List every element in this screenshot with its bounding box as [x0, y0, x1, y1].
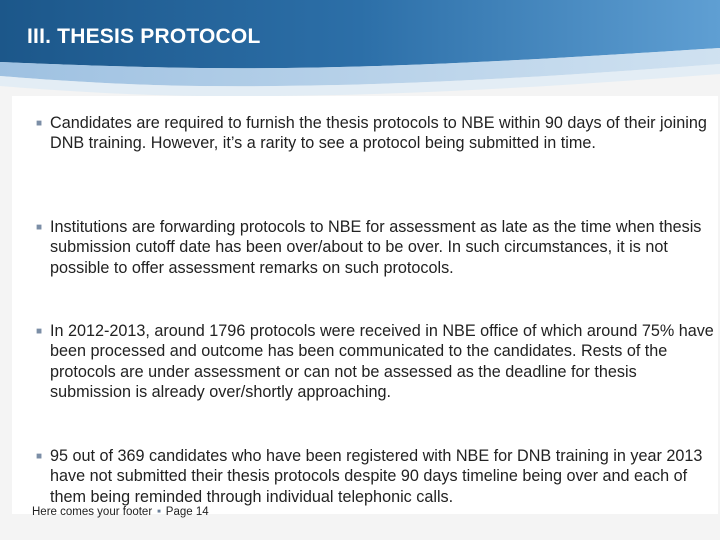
bullet-text: Institutions are forwarding protocols to NBE for assessment as late as the time when thesis submission cutoff date has been over/about to be over. In such circumstances, it is not possible to offer assessment remarks on such protocols.	[50, 218, 702, 277]
bullet-item	[36, 446, 716, 507]
bullet-square-icon: ■	[36, 118, 43, 129]
header-band	[0, 0, 720, 110]
bullet-item	[36, 321, 716, 402]
bullet-item	[36, 217, 716, 278]
footer-text: Here comes your footer	[32, 506, 153, 518]
header-wave-graphic	[0, 0, 720, 110]
slide-title: III. THESIS PROTOCOL	[27, 25, 261, 48]
bullet-square-icon: ■	[36, 451, 43, 462]
footer	[32, 506, 209, 518]
bullet-square-icon: ■	[36, 326, 43, 337]
bullet-text: In 2012-2013, around 1796 protocols were received in NBE office of which around 75% have been processed and outcome has been communicated to the candidates. Rests of the protocols are under assessment or can not be assessed as the deadline for thesis submission is already over/shortly approaching.	[50, 322, 714, 401]
bullet-text: Candidates are required to furnish the thesis protocols to NBE within 90 days of their joining DNB training. However, it’s a rarity to see a protocol being submitted in time.	[50, 114, 707, 153]
page-number: Page 14	[165, 506, 209, 518]
bullet-square-icon: ■	[36, 222, 43, 233]
footer-separator-icon: ■	[157, 509, 161, 515]
bullet-text: 95 out of 369 candidates who have been registered with NBE for DNB training in year 2013 have not submitted their thesis protocols despite 90 days timeline being over and each of them being reminded through individual telephonic calls.	[50, 447, 703, 506]
bullet-item	[36, 113, 716, 154]
